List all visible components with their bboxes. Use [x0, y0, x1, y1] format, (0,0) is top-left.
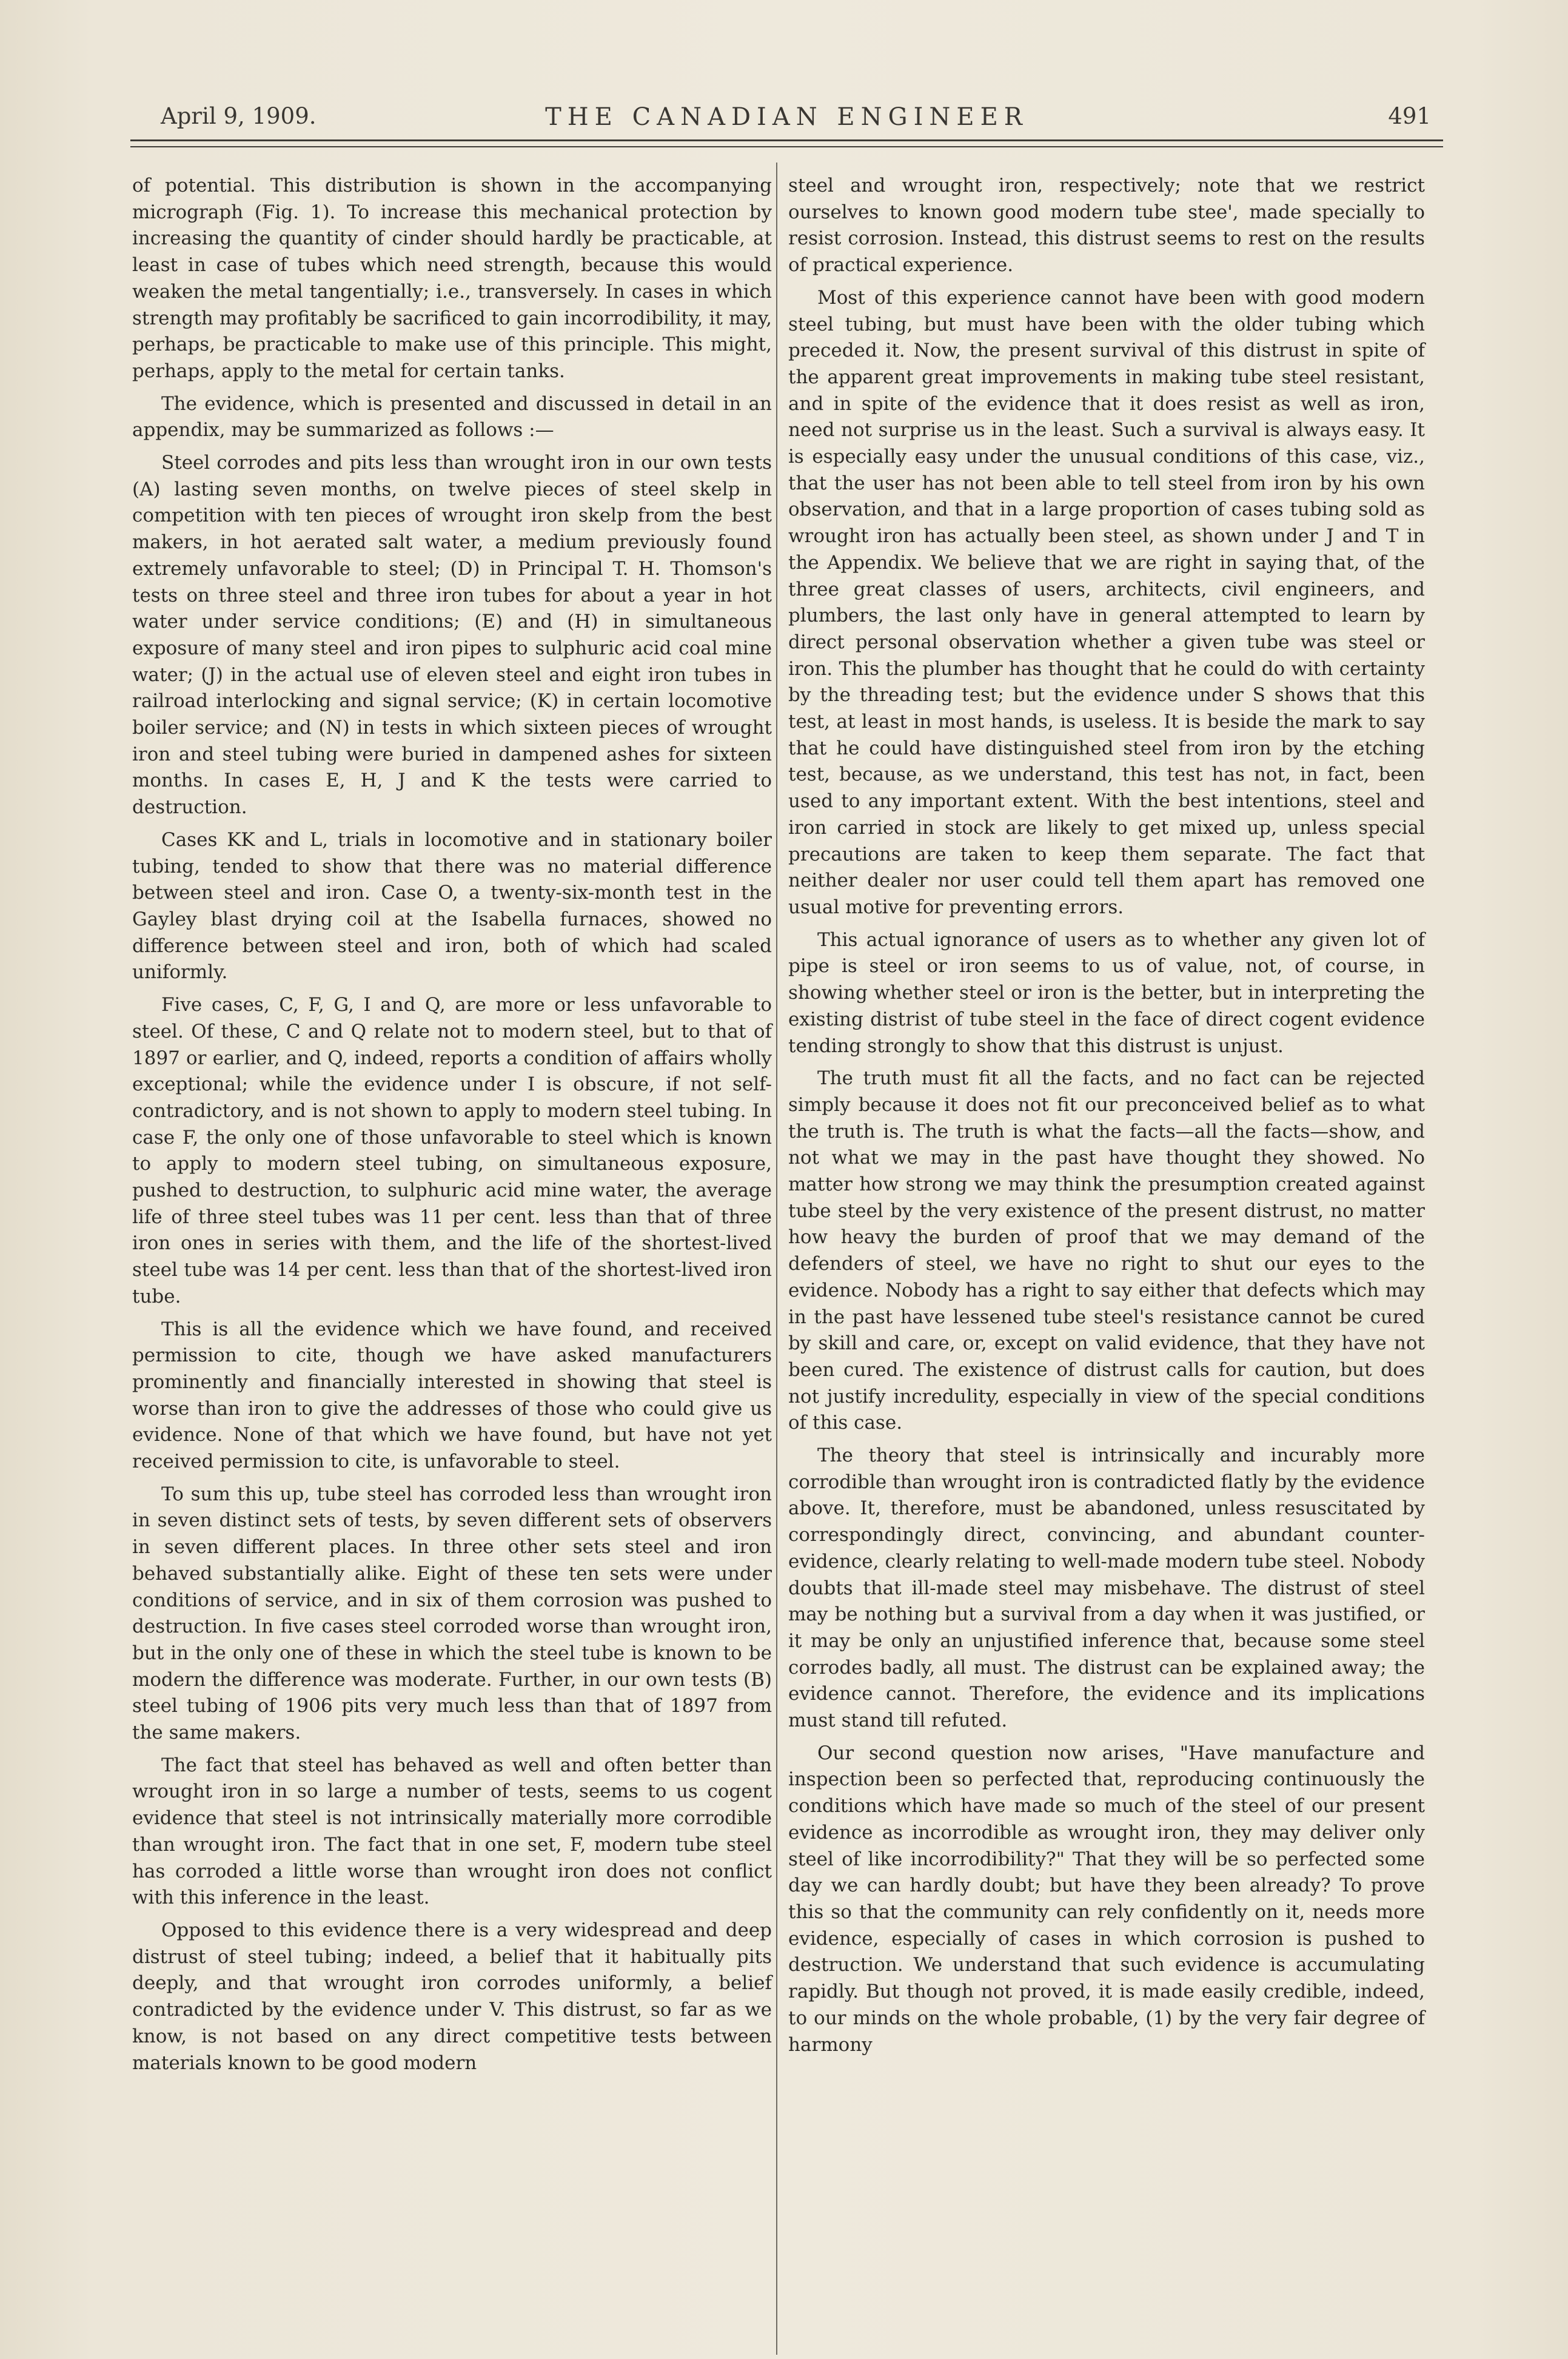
- right-column: [788, 173, 1425, 2064]
- paragraph: Five cases, C, F, G, I and Q, are more or less unfavorable to steel. Of these, C and Q relate not to modern steel, but to that of 1897 or earlier, and Q, indeed, reports a condition of affairs wholly exceptional; while the evidence under I is obscure, if not self-contradictory, and is not shown to apply to modern steel tubing. In case F, the only one of those unfavorable to steel which is known to apply to modern steel tubing, on simultaneous exposure, pushed to destruction, to sulphuric acid mine water, the average life of three steel tubes was 11 per cent. less than that of three iron ones in series with them, and the life of the shortest-lived steel tube was 14 per cent. less than that of the shortest-lived iron tube.: [132, 994, 772, 1307]
- paragraph: The theory that steel is intrinsically and incurably more corrodible than wrought iron is contradicted flatly by the evidence above. It, therefore, must be abandoned, unless resuscitated by correspondingly direct, convincing, and abundant counter-evidence, clearly relating to well-made modern tube steel. Nobody doubts that ill-made steel may misbehave. The distrust of steel may be nothing but a survival from a day when it was justified, or it may be only an unjustified inference that, because some steel corrodes badly, all must. The distrust can be explained away; the evidence cannot. Therefore, the evidence and its implications must stand till refuted.: [788, 1445, 1425, 1732]
- column-divider: [776, 163, 777, 2355]
- header-rule-top: [130, 139, 1443, 141]
- page-header: [130, 97, 1443, 133]
- journal-title: THE CANADIAN ENGINEER: [545, 103, 1028, 131]
- paragraph: This is all the evidence which we have found, and received permission to cite, though we have asked manufacturers prominently and financially interested in showing that steel is worse than iron to give the addresses of those who could give us evidence. None of that which we have found, but have not yet received permission to cite, is unfavorable to steel.: [132, 1318, 772, 1473]
- paragraph: Our second question now arises, "Have manufacture and inspection been so perfected that, reproducing continuously the conditions which have made so much of the steel of our present evidence as incorrodible as wrought iron, they may deliver only steel of like incorrodibility?" That they will be so perfected some day we can hardly doubt; but have they been already? To prove this so that the community can rely confidently on it, needs more evidence, especially of cases in which corrosion is pushed to destruction. We understand that such evidence is accumulating rapidly. But though not proved, it is made easily credible, indeed, to our minds on the whole probable, (1) by the very fair degree of harmony: [788, 1742, 1425, 2056]
- paragraph: The evidence, which is presented and discussed in detail in an appendix, may be summarized as follows :—: [132, 392, 772, 441]
- paragraph: steel and wrought iron, respectively; note that we restrict ourselves to known good modern tube stee', made specially to resist corrosion. Instead, this distrust seems to rest on the results of practical experience.: [788, 175, 1425, 277]
- left-column: [132, 173, 772, 2082]
- paragraph: Cases KK and L, trials in locomotive and in stationary boiler tubing, tended to show that there was no material difference between steel and iron. Case O, a twenty-six-month test in the Gayley blast drying coil at the Isabella furnaces, showed no difference between steel and iron, both of which had scaled uniformly.: [132, 828, 772, 984]
- header-rule-bottom: [130, 146, 1443, 147]
- paragraph: This actual ignorance of users as to whether any given lot of pipe is steel or iron seems to us of value, not, of course, in showing whether steel or iron is the better, but in interpreting the existing distrist of tube steel in the face of direct cogent evidence tending strongly to show that this distrust is unjust.: [788, 928, 1425, 1057]
- paragraph: Most of this experience cannot have been with good modern steel tubing, but must have been with the older tubing which preceded it. Now, the present survival of this distrust in spite of the apparent great improvements in making tube steel resistant, and in spite of the evidence that it does resist as well as iron, need not surprise us in the least. Such a survival is always easy. It is especially easy under the unusual conditions of this case, viz., that the user has not been able to tell steel from iron by his own observation, and that in a large proportion of cases tubing sold as wrought iron has actually been steel, as shown under J and T in the Appendix. We believe that we are right in saying that, of the three great classes of users, architects, civil engineers, and plumbers, the last only have in general attempted to learn by direct personal observation whether a given tube was steel or iron. This the plumber has thought that he could do with certainty by the threading test; but the evidence under S shows that this test, at least in most hands, is useless. It is beside the mark to say that he could have distinguished steel from iron by the etching test, because, as we understand, this test has not, in fact, been used to any important extent. With the best intentions, steel and iron carried in stock are likely to get mixed up, unless special precautions are taken to keep them separate. The fact that neither dealer nor user could tell them apart has removed one usual motive for preventing errors.: [788, 286, 1425, 918]
- paragraph: The fact that steel has behaved as well and often better than wrought iron in so large a number of tests, seems to us cogent evidence that steel is not intrinsically materially more corrodible than wrought iron. The fact that in one set, F, modern tube steel has corroded a little worse than wrought iron does not conflict with this inference in the least.: [132, 1754, 772, 1909]
- paragraph: Steel corrodes and pits less than wrought iron in our own tests (A) lasting seven months, on twelve pieces of steel skelp in competition with ten pieces of wrought iron skelp from the best makers, in hot aerated salt water, a medium previously found extremely unfavorable to steel; (D) in Principal T. H. Thomson's tests on three steel and three iron tubes for about a year in hot water under service conditions; (E) and (H) in simultaneous exposure of many steel and iron pipes to sulphuric acid coal mine water; (J) in the actual use of eleven steel and eight iron tubes in railroad interlocking and signal service; (K) in certain locomotive boiler service; and (N) in tests in which sixteen pieces of wrought iron and steel tubing were buried in dampened ashes for sixteen months. In cases E, H, J and K the tests were carried to destruction.: [132, 452, 772, 819]
- paragraph: The truth must fit all the facts, and no fact can be rejected simply because it does not fit our preconceived belief as to what the truth is. The truth is what the facts—all the facts—show, and not what we may in the past have thought they showed. No matter how strong we may think the presumption created against tube steel by the very existence of the present distrust, no matter how heavy the burden of proof that we may demand of the defenders of steel, we have no right to shut our eyes to the evidence. Nobody has a right to say either that defects which may in the past have lessened tube steel's resistance cannot be cured by skill and care, or, except on valid evidence, that they have not been cured. The existence of distrust calls for caution, but does not justify incredulity, especially in view of the special conditions of this case.: [788, 1067, 1425, 1434]
- paragraph: Opposed to this evidence there is a very widespread and deep distrust of steel tubing; indeed, a belief that it habitually pits deeply, and that wrought iron corrodes uniformly, a belief contradicted by the evidence under V. This distrust, so far as we know, is not based on any direct competitive tests between materials known to be good modern: [132, 1919, 772, 2074]
- paragraph: To sum this up, tube steel has corroded less than wrought iron in seven distinct sets of tests, by seven different sets of observers in seven different places. In three other sets steel and iron behaved substantially alike. Eight of these ten sets were under conditions of service, and in six of them corrosion was pushed to destruction. In five cases steel corroded worse than wrought iron, but in the only one of these in which the steel tube is known to be modern the difference was moderate. Further, in our own tests (B) steel tubing of 1906 pits very much less than that of 1897 from the same makers.: [132, 1483, 772, 1744]
- issue-date: April 9, 1909.: [161, 103, 317, 129]
- paragraph: of potential. This distribution is shown in the accompanying micrograph (Fig. 1). To increase this mechanical protection by increasing the quantity of cinder should hardly be practicable, at least in case of tubes which need strength, because this would weaken the metal tangentially; i.e., transversely. In cases in which strength may profitably be sacrificed to gain incorrodibility, it may, perhaps, be practicable to make use of this principle. This might, perhaps, apply to the metal for certain tanks.: [132, 175, 772, 382]
- page-number: 491: [1388, 103, 1431, 129]
